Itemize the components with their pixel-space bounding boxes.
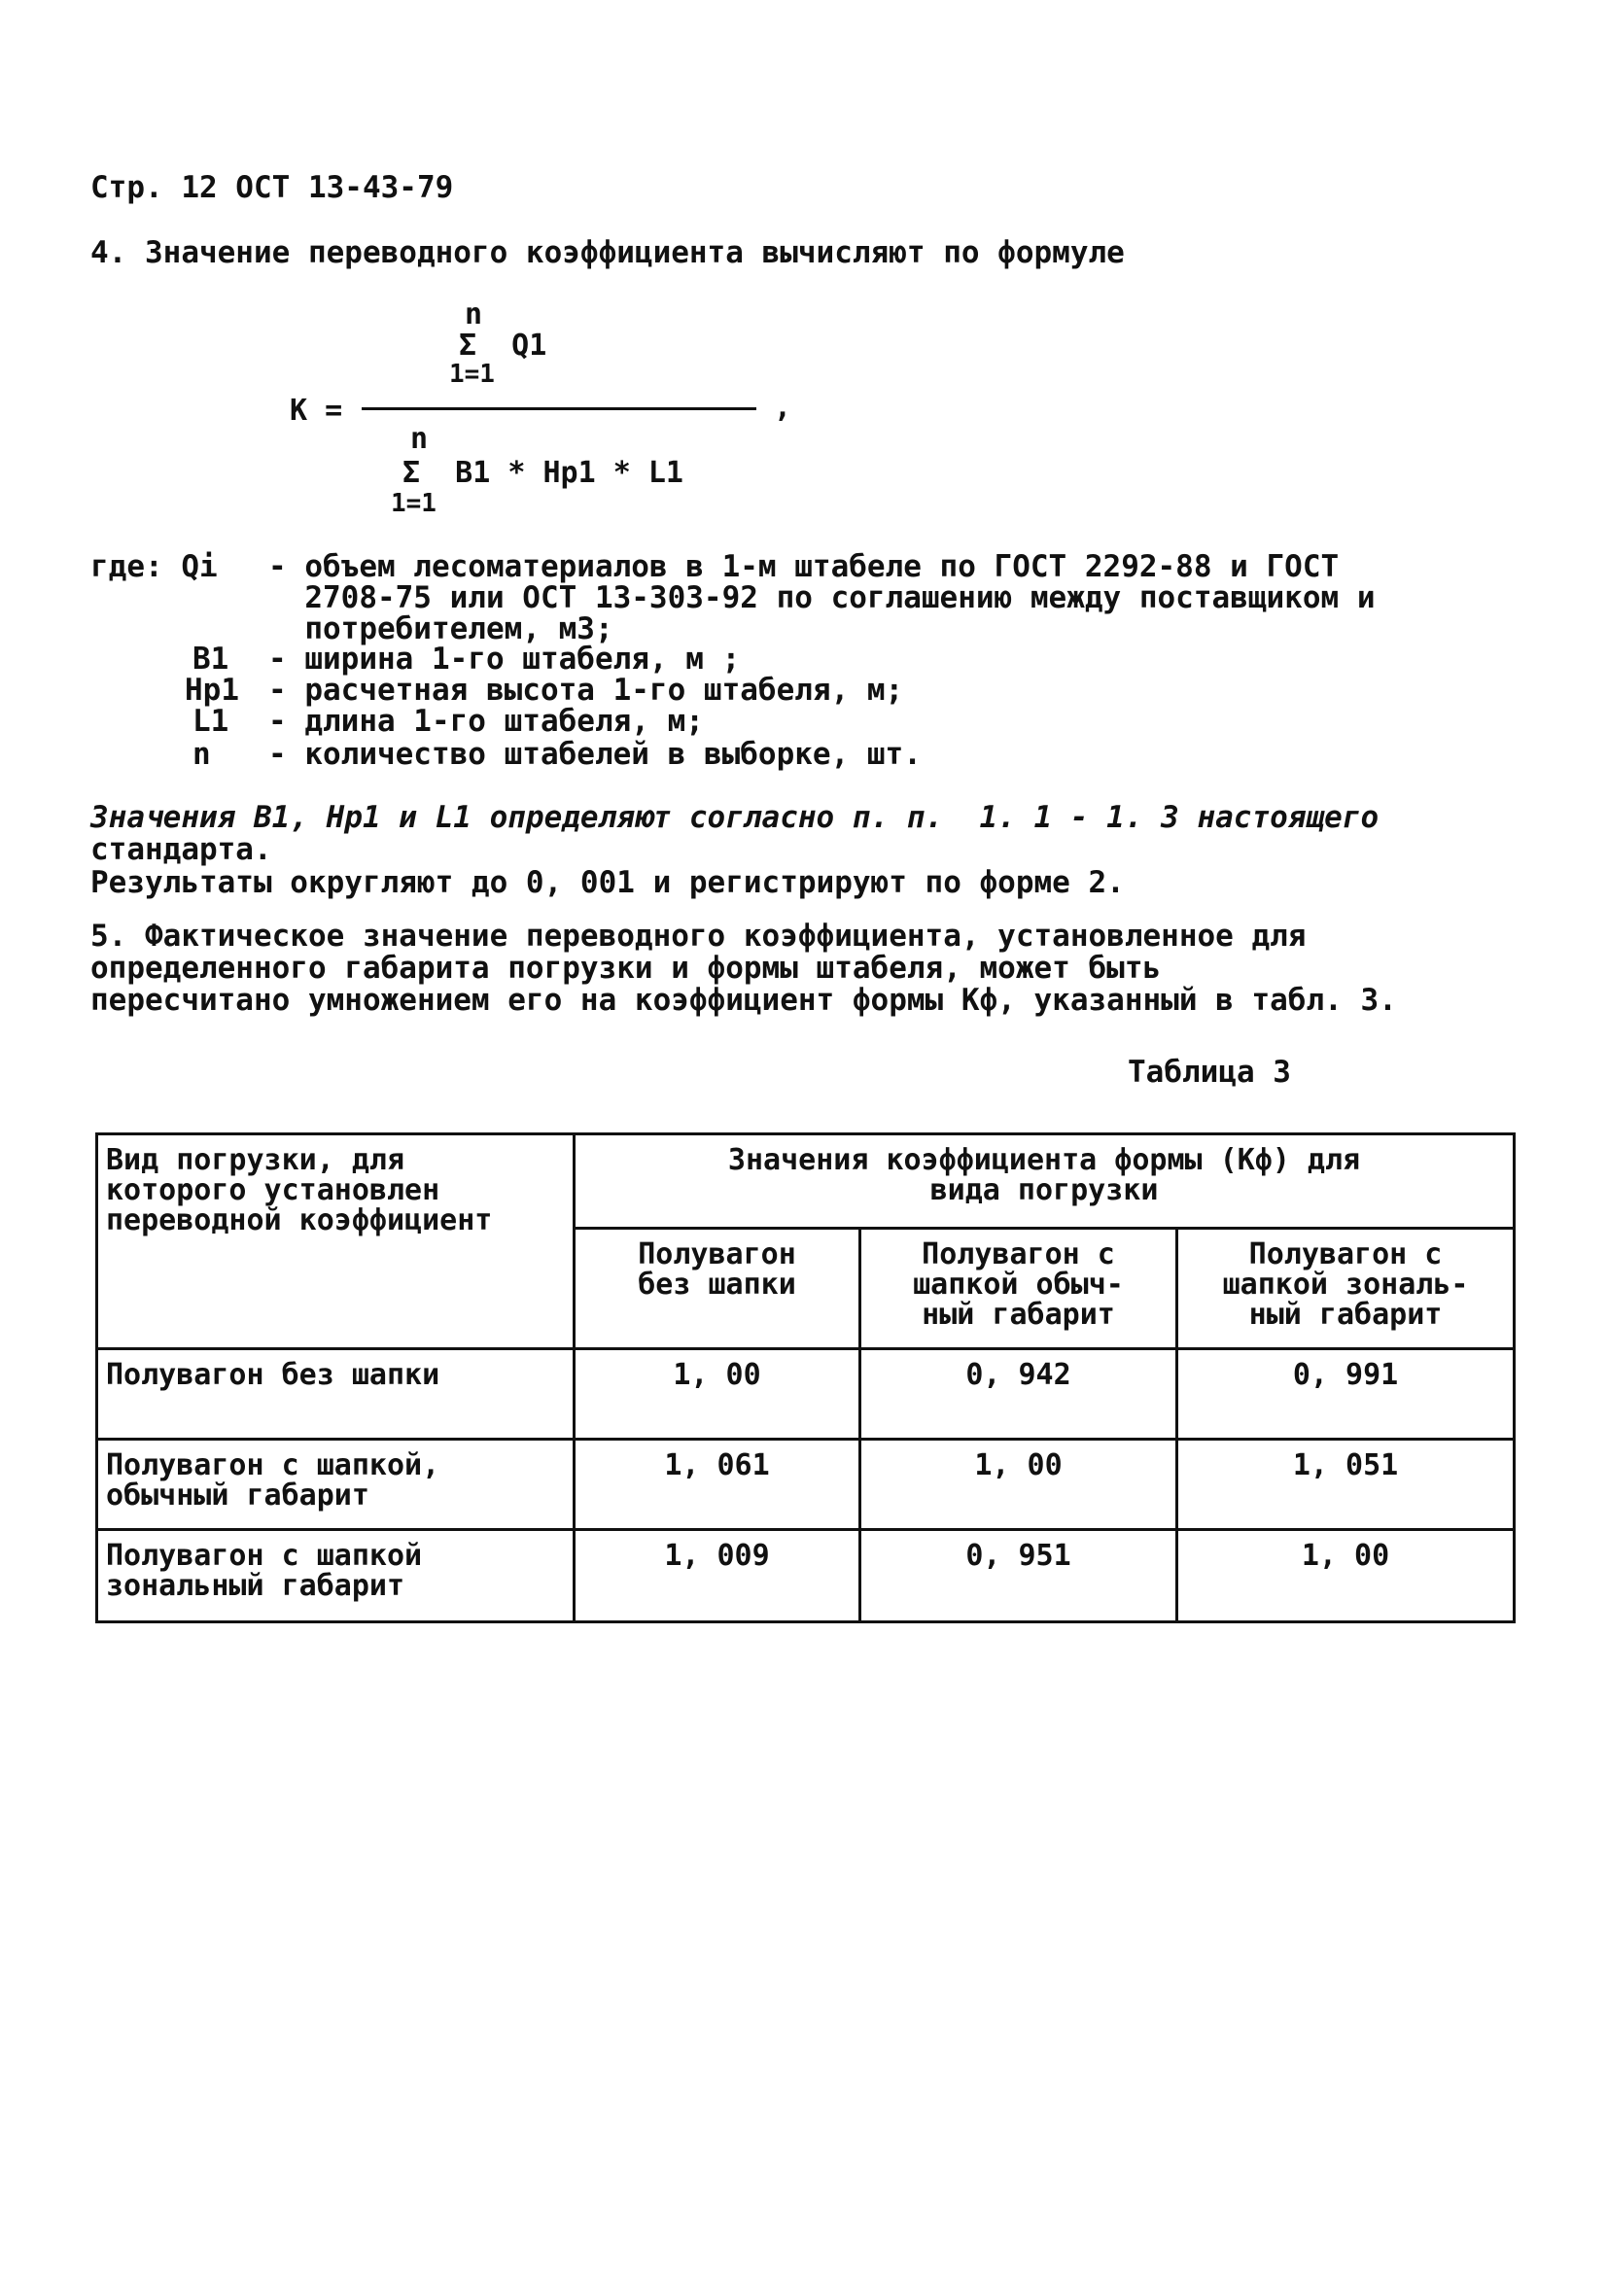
table-subheader: Полувагон без шапки bbox=[575, 1229, 860, 1349]
where-term: L1 bbox=[192, 704, 229, 739]
note-rounding: Результаты округляют до 0, 001 и регистрируют по форме 2. bbox=[90, 865, 1125, 900]
where-term: Hp1 bbox=[185, 673, 239, 708]
section-4-intro: 4. Значение переводного коэффициента вычисляют по формуле bbox=[90, 235, 1125, 270]
formula-numerator-lower-limit: 1=1 bbox=[449, 360, 495, 389]
table-cell: 0, 951 bbox=[860, 1530, 1177, 1622]
section-5-line-3: пересчитано умножением его на коэффициент формы Кф, указанный в табл. 3. bbox=[90, 983, 1397, 1018]
table-row bbox=[97, 1440, 1515, 1530]
where-definition: - количество штабелей в выборке, шт. bbox=[268, 737, 922, 772]
table-caption: Таблица 3 bbox=[1128, 1055, 1291, 1090]
table-cell: 0, 991 bbox=[1177, 1349, 1515, 1440]
formula-denominator-lower-limit: 1=1 bbox=[391, 489, 437, 518]
formula-numerator-upper-limit: n bbox=[465, 297, 483, 331]
table-subheader: Полувагон с шапкой зональ- ный габарит bbox=[1177, 1229, 1515, 1349]
note-values-cont: стандарта. bbox=[90, 832, 272, 867]
table-header-group: Значения коэффициента формы (Кф) для вида погрузки bbox=[575, 1134, 1515, 1229]
formula-comma: , bbox=[774, 391, 792, 425]
table-cell: 1, 051 bbox=[1177, 1440, 1515, 1530]
formula-numerator-sum: Σ Q1 bbox=[459, 329, 547, 363]
table-header-load-type: Вид погрузки, для которого установлен переводной коэффициент bbox=[97, 1134, 575, 1349]
table-cell: 1, 00 bbox=[1177, 1530, 1515, 1622]
table-row bbox=[97, 1349, 1515, 1440]
formula-lhs: K = bbox=[290, 394, 343, 428]
where-definition: - расчетная высота 1-го штабеля, м; bbox=[268, 673, 904, 708]
table-subheader: Полувагон с шапкой обыч- ный габарит bbox=[860, 1229, 1177, 1349]
table-cell: 1, 00 bbox=[860, 1440, 1177, 1530]
table-cell: 1, 00 bbox=[575, 1349, 860, 1440]
page-header: Стр. 12 ОСТ 13-43-79 bbox=[90, 170, 454, 205]
where-term: n bbox=[192, 737, 211, 772]
where-definition: - длина 1-го штабеля, м; bbox=[268, 704, 704, 739]
fraction-bar bbox=[362, 407, 756, 410]
table-row-label: Полувагон с шапкой, обычный габарит bbox=[97, 1440, 575, 1530]
table-cell: 0, 942 bbox=[860, 1349, 1177, 1440]
section-5-line-2: определенного габарита погрузки и формы штабеля, может быть bbox=[90, 951, 1162, 986]
section-5-line-1: 5. Фактическое значение переводного коэффициента, установленное для bbox=[90, 919, 1307, 954]
where-term: где: Qi bbox=[90, 549, 218, 584]
where-definition: - ширина 1-го штабеля, м ; bbox=[268, 642, 741, 677]
formula-denominator-upper-limit: n bbox=[410, 422, 429, 456]
where-definition: потребителем, м3; bbox=[268, 611, 613, 646]
note-values: Значения B1, Hp1 и L1 определяют согласно п. п. 1. 1 - 1. 3 настоящего bbox=[90, 800, 1380, 835]
where-definition: - объем лесоматериалов в 1-м штабеле по ГОСТ 2292-88 и ГОСТ bbox=[268, 549, 1340, 584]
table-row-label: Полувагон без шапки bbox=[97, 1349, 575, 1440]
table-cell: 1, 061 bbox=[575, 1440, 860, 1530]
table-cell: 1, 009 bbox=[575, 1530, 860, 1622]
table-3 bbox=[95, 1132, 1513, 1620]
table-row-label: Полувагон с шапкой зональный габарит bbox=[97, 1530, 575, 1622]
where-term: B1 bbox=[192, 642, 229, 677]
table-row bbox=[97, 1530, 1515, 1622]
formula-denominator-sum: Σ B1 * Hp1 * L1 bbox=[402, 456, 683, 490]
where-definition: 2708-75 или ОСТ 13-303-92 по соглашению между поставщиком и bbox=[268, 580, 1376, 615]
